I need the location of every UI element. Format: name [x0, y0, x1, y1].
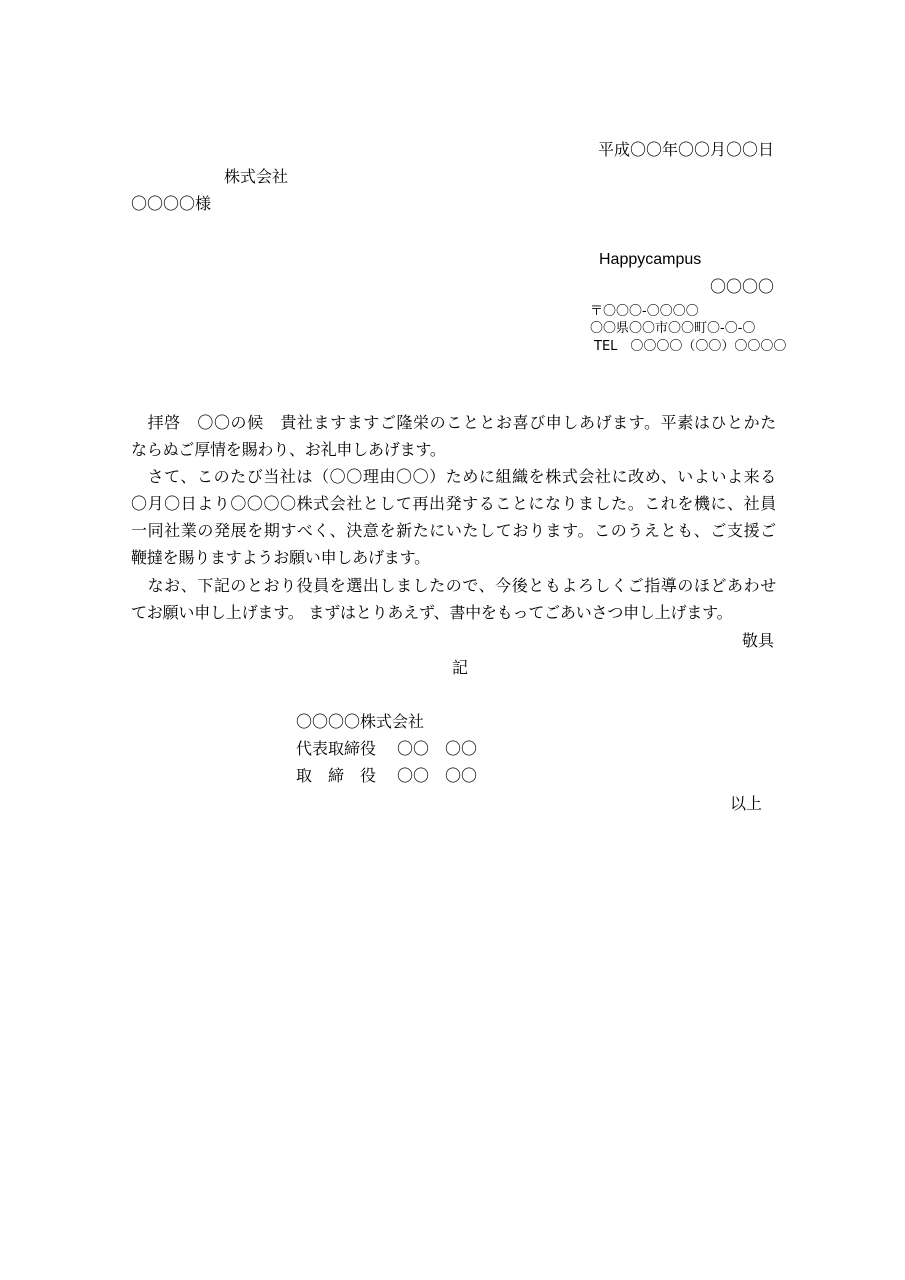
sender-postal-code: 〒〇〇〇-〇〇〇〇	[590, 304, 699, 319]
sender-name: 〇〇〇〇	[709, 277, 774, 296]
record-end-ijou: 以上	[730, 794, 763, 813]
closing-keigu: 敬具	[741, 631, 774, 650]
recipient-company: 株式会社	[224, 167, 289, 186]
record-company: 〇〇〇〇株式会社	[296, 712, 425, 731]
record-heading: 記	[452, 658, 469, 677]
body-line: 一同社業の発展を期すべく、決意を新たにいたしております。このうえとも、ご支援ご	[131, 521, 776, 540]
body-line: さて、このたび当社は（〇〇理由〇〇）ために組織を株式会社に改め、いよいよ来る	[131, 467, 776, 486]
sender-address: 〇〇県〇〇市〇〇町〇-〇-〇	[590, 321, 756, 336]
letter-date: 平成〇〇年〇〇月〇〇日	[597, 140, 774, 159]
body-line: 拝啓 〇〇の候 貴社ますますご隆栄のこととお喜び申しあげます。平素はひとかた	[131, 413, 776, 432]
sender-tel: TEL 〇〇〇〇（〇〇）〇〇〇〇	[594, 339, 787, 354]
officer-name: 〇〇 〇〇	[397, 766, 478, 785]
body-line: てお願い申し上げます。 まずはとりあえず、書中をもってごあいさつ申し上げます。	[131, 603, 733, 622]
body-line: 鞭撻を賜りますようお願い申しあげます。	[131, 548, 430, 567]
body-line: ならぬご厚情を賜わり、お礼申しあげます。	[131, 440, 446, 459]
sender-company: Happycampus	[599, 251, 702, 268]
officer-name: 〇〇 〇〇	[397, 739, 478, 758]
recipient-name: 〇〇〇〇様	[131, 194, 212, 213]
officer-title: 代表取締役	[296, 739, 377, 758]
body-line: 〇月〇日より〇〇〇〇株式会社として再出発することになりました。これを機に、社員	[131, 494, 776, 513]
officer-title: 取 締 役	[296, 766, 377, 785]
body-line: なお、下記のとおり役員を選出しましたので、今後ともよろしくご指導のほどあわせ	[131, 576, 776, 595]
